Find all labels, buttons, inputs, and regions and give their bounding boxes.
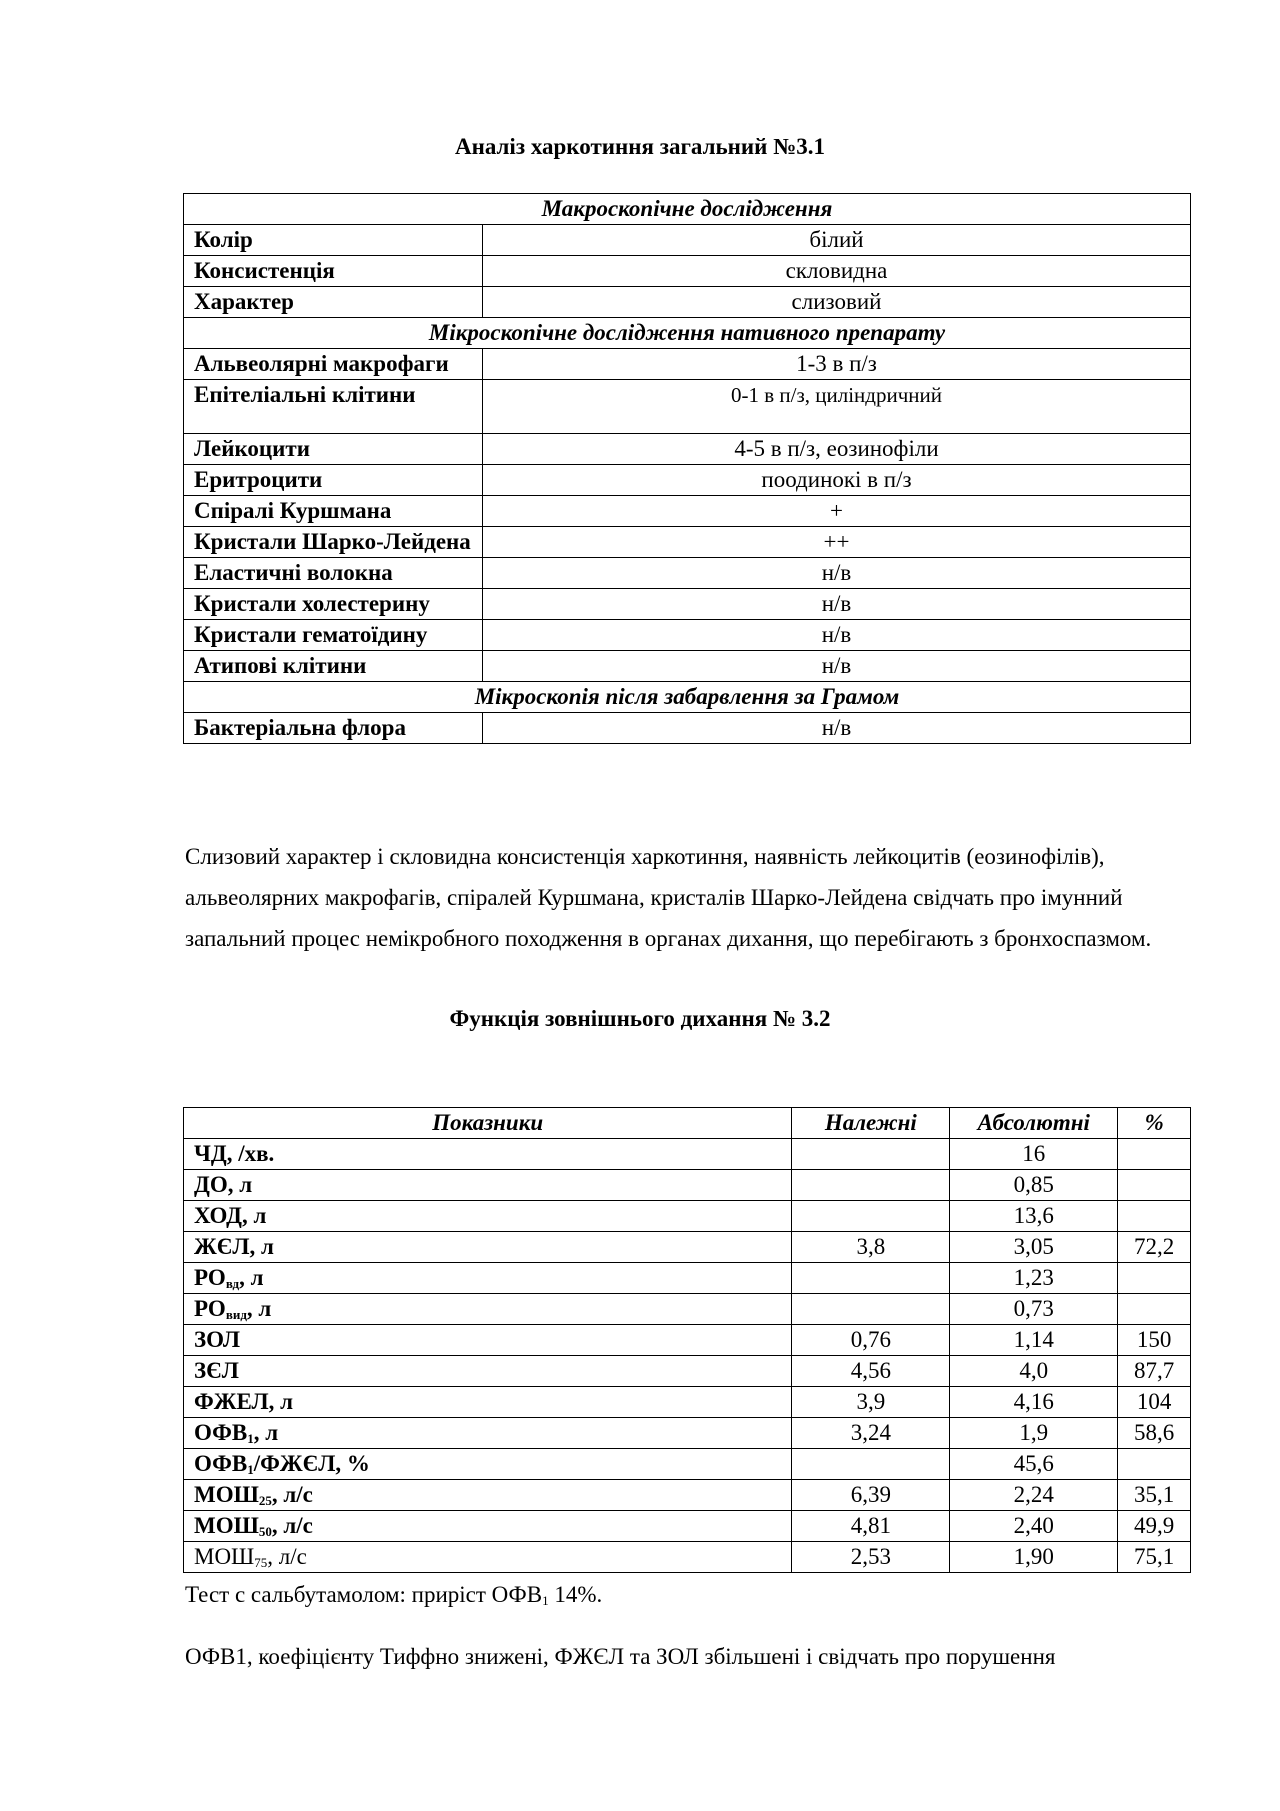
table-row: $МОШ_{25}$, л/с 6,39 2,24 35,1 — [184, 1480, 1191, 1511]
sputum-table — [183, 193, 1191, 744]
sputum-title: Аналіз харкотиння загальний №3.1 — [454, 134, 826, 159]
breathing-title: Функція зовнішнього дихання № 3.2 — [449, 1006, 831, 1031]
table-row: $МОШ_{50}$, л/с 4,81 2,40 49,9 — [184, 1511, 1191, 1542]
table-row: Альвеолярні макрофаги 1-3 в п/з — [184, 349, 1191, 380]
table-row: ЧД, /хв. 16 — [184, 1139, 1191, 1170]
section-gram: Мікроскопія після забарвлення за Грамом — [184, 682, 1191, 713]
table-row: Еритроцити поодинокі в п/з — [184, 465, 1191, 496]
table-row: $РО_{вд}$, л 1,23 — [184, 1263, 1191, 1294]
table-row: Колір білий — [184, 225, 1191, 256]
table-row: ЖЄЛ, л 3,8 3,05 72,2 — [184, 1232, 1191, 1263]
table-row: $РО_{вид}$, л 0,73 — [184, 1294, 1191, 1325]
table-row: ДО, л 0,85 — [184, 1170, 1191, 1201]
section-micro: Мікроскопічне дослідження нативного препарату — [184, 318, 1191, 349]
table-row: ЗЄЛ 4,56 4,0 87,7 — [184, 1356, 1191, 1387]
table-row: Кристали Шарко-Лейдена ++ — [184, 527, 1191, 558]
table-row: $МОШ_{75}$, л/с 2,53 1,90 75,1 — [184, 1542, 1191, 1573]
table-row: $ОФВ_1$/ФЖЄЛ, % 45,6 — [184, 1449, 1191, 1480]
table-row: ЗОЛ 0,76 1,14 150 — [184, 1325, 1191, 1356]
breathing-conclusion: ОФВ1, коефіцієнту Тиффно знижені, ФЖЄЛ та ЗОЛ збільшені і свідчать про порушення — [185, 1644, 1056, 1669]
salbutamol-test: Тест с сальбутамолом: приріст $ОФВ_1$ 14%. — [185, 1582, 603, 1608]
table-row: Спіралі Куршмана + — [184, 496, 1191, 527]
table-header: Показники Належні Абсолютні % — [184, 1108, 1191, 1139]
table-row: Епітеліальні клітини 0-1 в п/з, циліндричний — [184, 380, 1191, 434]
table-row: ФЖЕЛ, л 3,9 4,16 104 — [184, 1387, 1191, 1418]
table-row: Консистенція скловидна — [184, 256, 1191, 287]
table-row: $ОФВ_1$, л 3,24 1,9 58,6 — [184, 1418, 1191, 1449]
table-row: Характер слизовий — [184, 287, 1191, 318]
table-row: Бактеріальна флора н/в — [184, 713, 1191, 744]
table-row: Еластичні волокна н/в — [184, 558, 1191, 589]
table-row: Кристали холестерину н/в — [184, 589, 1191, 620]
table-row: Атипові клітини н/в — [184, 651, 1191, 682]
breathing-table — [183, 1107, 1191, 1573]
table-row: ХОД, л 13,6 — [184, 1201, 1191, 1232]
table-row: Лейкоцити 4-5 в п/з, еозинофіли — [184, 434, 1191, 465]
table-row: Кристали гематоїдину н/в — [184, 620, 1191, 651]
section-macro: Макроскопічне дослідження — [184, 194, 1191, 225]
sputum-conclusion: Слизовий характер і скловидна консистенція харкотиння, наявність лейкоцитів (еозинофілів), альвеолярних макрофагів, спіралей Куршмана, кристалів Шарко-Лейдена свідчать про імунний запальний процес немікробного походження в органах дихання, що перебігають з бронхоспазмом. — [185, 844, 1152, 951]
